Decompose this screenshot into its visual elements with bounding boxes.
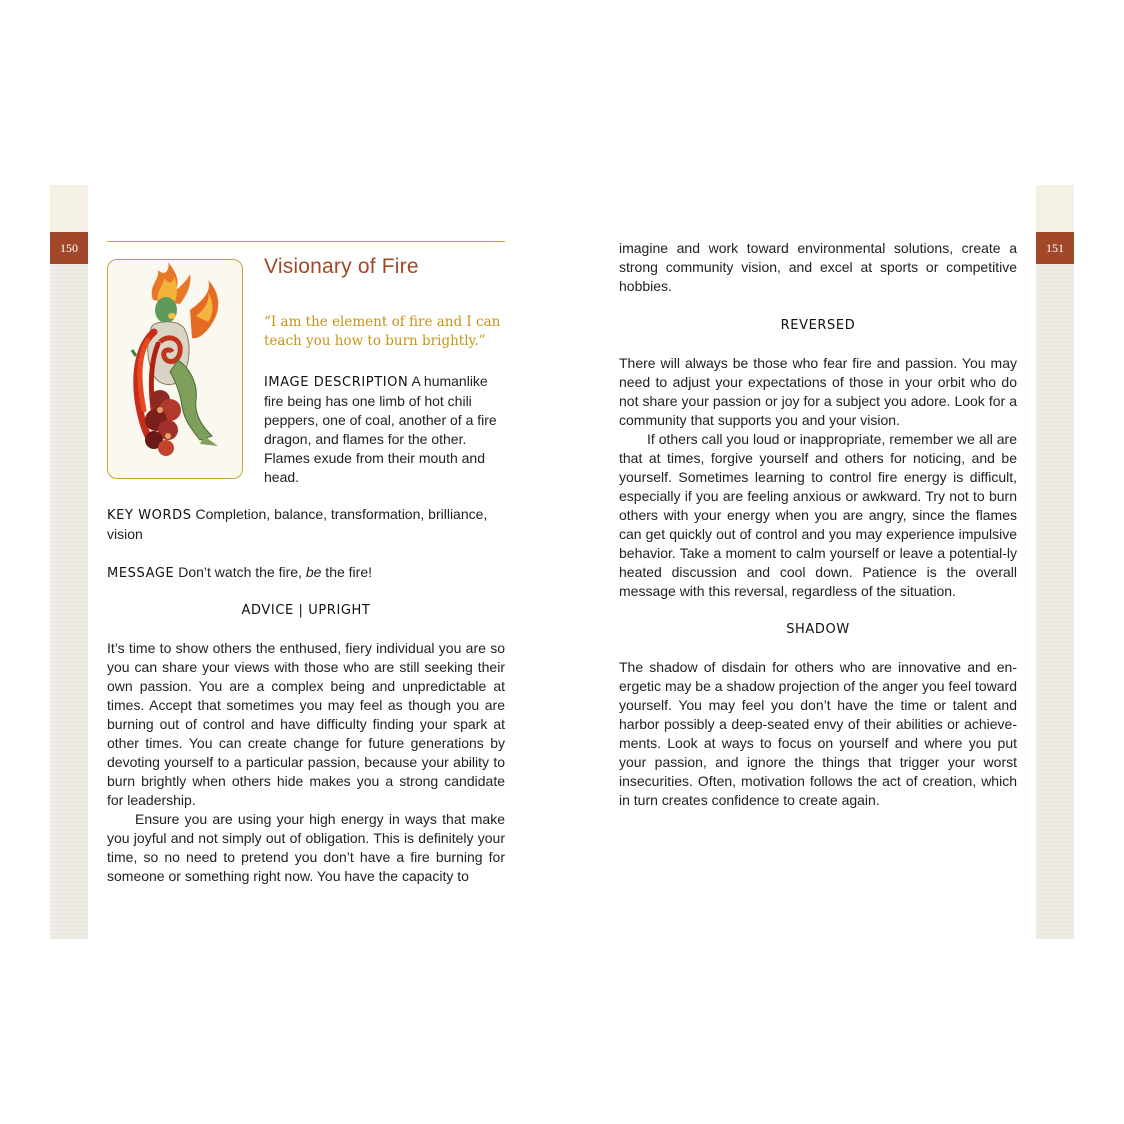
message-text-after: the fire! bbox=[321, 564, 373, 580]
right-page-edge bbox=[1036, 185, 1074, 939]
continued-text: imagine and work toward environmental solutions, create a strong community vision, and excel at sports or competitive hobbies. bbox=[619, 240, 1017, 294]
right-page bbox=[562, 185, 1036, 939]
shadow-paragraph-1: The shadow of disdain for others who are innovative and en-ergetic may be a shadow projection of the anger you feel toward yourself. You may feel you don’t have the time or talent and harbor possibly a deep-seated envy of their abilities or achieve-ments. Look at ways to focus on yourself and where you put your passion, and ignore the things that trigger your worst insecurities. Often, motivation follows the act of creation, which in turn creates confidence to create again. bbox=[619, 659, 1017, 808]
shadow-heading: SHADOW bbox=[786, 622, 850, 637]
key-words-label: KEY WORDS bbox=[107, 508, 192, 523]
key-words bbox=[107, 505, 505, 544]
key-words-text: Completion, balance, transformation, brilliance, vision bbox=[107, 506, 488, 542]
left-page-number-tab bbox=[50, 232, 88, 264]
right-page-number-tab bbox=[1036, 232, 1074, 264]
image-description bbox=[264, 372, 504, 487]
reversed-body bbox=[619, 354, 1017, 601]
message-label: MESSAGE bbox=[107, 566, 175, 581]
fire-being-illustration bbox=[108, 260, 242, 478]
message bbox=[107, 563, 505, 583]
advice-heading: ADVICE | UPRIGHT bbox=[241, 603, 371, 618]
shadow-body bbox=[619, 658, 1017, 810]
book-spread bbox=[50, 185, 1074, 939]
image-description-label: IMAGE DESCRIPTION bbox=[264, 375, 409, 390]
message-text-before: Don’t watch the fire, bbox=[178, 564, 306, 580]
left-page-edge bbox=[50, 185, 88, 939]
message-text-emphasis: be bbox=[305, 564, 322, 580]
image-description-text: A humanlike fire being has one limb of hot chili peppers, one of coal, another of a fire dragon, and flames for the other. Flames exude from their mouth and head. bbox=[264, 373, 497, 485]
right-page-number: 151 bbox=[1046, 240, 1064, 255]
advice-body bbox=[107, 639, 505, 886]
left-page-number: 150 bbox=[60, 240, 78, 255]
advice-paragraph-2: Ensure you are using your high energy in ways that make you joyful and not simply out of obligation. This is definitely your time, so no need to pretend you don’t have a fire burning for someone or something right now. You have the capacity to bbox=[107, 811, 505, 884]
reversed-paragraph-2: If others call you loud or inappropriate, remember we all are that at times, forgive yourself and others for noticing, and be yourself. Sometimes learning to control fire energy is difficult, especially if you are feeling anxious or awkward. Try not to burn others with your energy when you are angry, since the flames can get quickly out of control and you may experience impulsive behavior. Take a moment to calm yourself or leave a potential-ly heated discussion and cool down. Patience is the overall message with this reversal, regardless of the situation. bbox=[619, 431, 1017, 599]
advice-paragraph-1: It’s time to show others the enthused, fiery individual you are so you can share your views with those who are still seeking their own passion. You are a complex being and unpredictable at times. Accept that sometimes you may feel as though you are burning out of control and have difficulty finding your spark at other times. You can create change for future generations by devoting yourself to a particular passion, because your ability to burn brightly when others hide makes you a strong candidate for leadership. bbox=[107, 640, 505, 808]
header-rule bbox=[107, 241, 505, 242]
card-title: Visionary of Fire bbox=[264, 255, 419, 278]
reversed-paragraph-1: There will always be those who fear fire and passion. You may need to adjust your expectations of those in your orbit who do not share your passion or joy for a subject you adore. Look for a community that supports you and your vision. bbox=[619, 355, 1017, 428]
card-quote: “I am the element of fire and I can teach you how to burn brightly.” bbox=[264, 314, 501, 349]
card-illustration bbox=[107, 259, 243, 479]
reversed-heading: REVERSED bbox=[780, 318, 856, 333]
left-page bbox=[88, 185, 562, 939]
